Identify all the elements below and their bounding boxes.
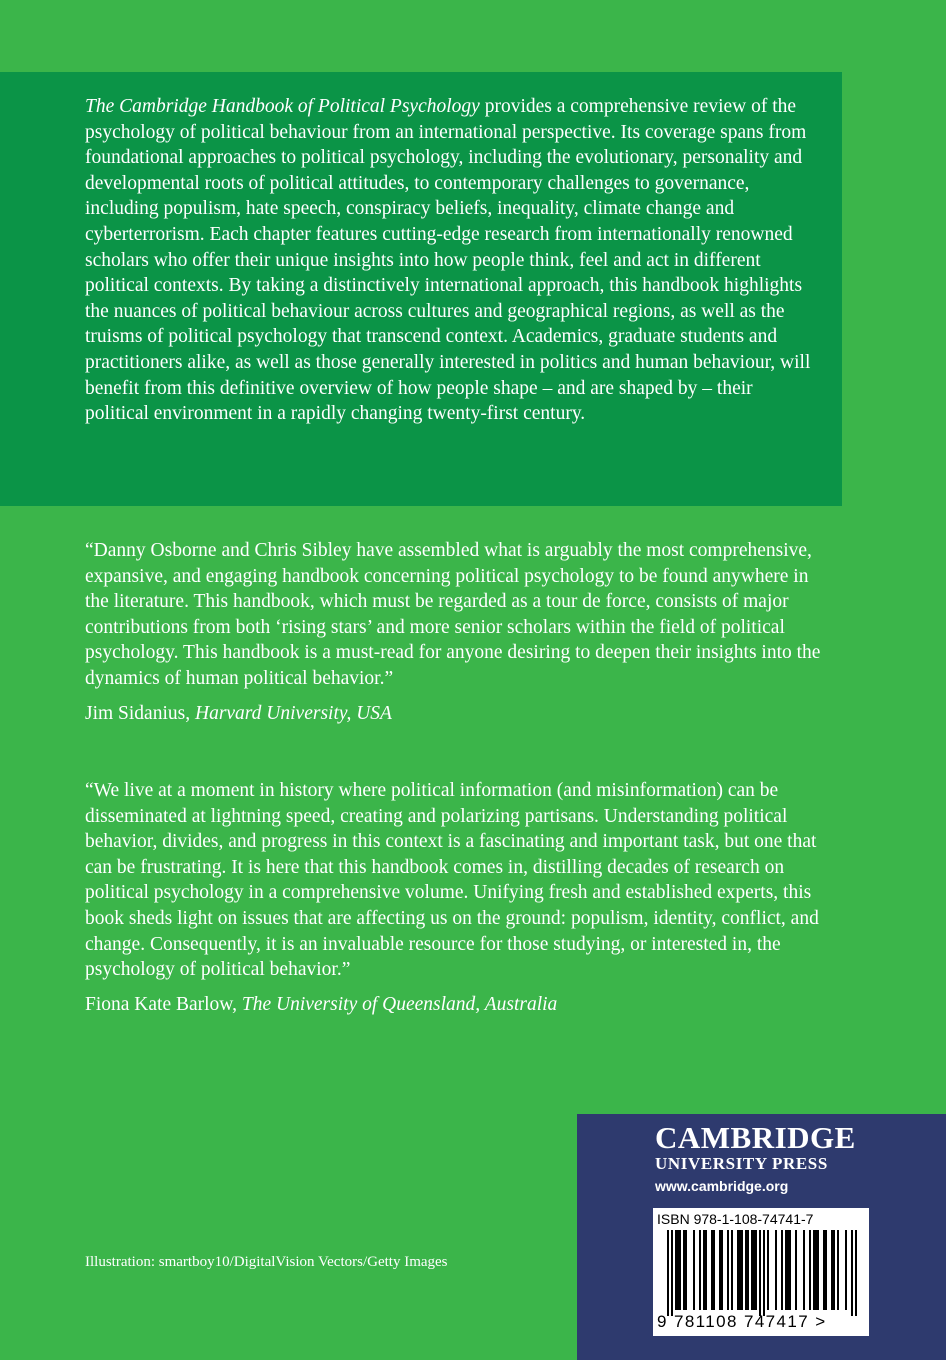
barcode-bar (703, 1230, 705, 1310)
barcode-bar (825, 1230, 827, 1310)
endorsement-quote: “Danny Osborne and Chris Sibley have assembled what is arguably the most comprehensive, expansive, and engaging handbook concerning political psychology to be found anywhere in the literature. This handbook, which must be regarded as a tour de force, consists of major contributions from both ‘rising stars’ and more senior scholars within the field of political psychology. This handbook is a must-read for anyone desiring to deepen their insights into the dynamics of human political behavior.” (85, 540, 821, 689)
barcode-bar (705, 1230, 707, 1310)
barcode-bar (753, 1230, 755, 1310)
barcode-bar (677, 1230, 679, 1310)
barcode-bar (809, 1230, 811, 1310)
barcode-bar (851, 1230, 853, 1316)
blurb-body: provides a comprehensive review of the psychology of political behaviour from an international perspective. Its coverage spans from foundational approaches to political psychology, including the evolutionary, personality and developmental roots of political attitudes, to contemporary challenges to governance, including populism, hate speech, conspiracy beliefs, inequality, climate change and cyberterrorism. Each chapter features cutting-edge research from internationally renowned scholars who offer their unique insights into how people think, feel and act in different political contexts. By taking a distinctively international approach, this handbook highlights the nuances of political behaviour across cultures and geographical regions, as well as the truisms of political psychology that transcend context. Academics, graduate students and practitioners alike, as well as those generally interested in politics and human behaviour, will benefit from this definitive overview of how people shape – and are shaped by – their political environment in a rapidly changing twenty-first century. (85, 96, 811, 425)
endorser-affiliation: The University of Queensland, Australia (241, 993, 558, 1015)
barcode-bar (699, 1230, 701, 1310)
barcode-bar (775, 1230, 777, 1310)
barcode-bar (823, 1230, 825, 1310)
barcode-bar (693, 1230, 695, 1310)
barcode-bar (711, 1230, 713, 1310)
barcode-bar (737, 1230, 739, 1310)
publisher-panel (577, 1114, 946, 1360)
endorsement-2 (85, 778, 835, 1017)
endorsement-attribution (85, 992, 835, 1018)
book-title: The Cambridge Handbook of Political Psychology (85, 96, 480, 117)
barcode-bar (759, 1230, 761, 1316)
barcode-bar (767, 1230, 769, 1310)
barcode-bar (833, 1230, 835, 1310)
isbn-label: ISBN 978-1-108-74741-7 (657, 1211, 814, 1227)
endorser-name: Jim Sidanius, (85, 702, 195, 724)
barcode-bar (751, 1230, 753, 1310)
barcode-bar (845, 1230, 847, 1310)
barcode-bar (781, 1230, 783, 1310)
barcode-bar (763, 1230, 765, 1316)
barcode-bar (675, 1230, 677, 1310)
endorser-affiliation: Harvard University, USA (194, 702, 392, 724)
barcode-bar (837, 1230, 839, 1310)
barcode-bar (785, 1230, 787, 1310)
publisher-logo-subname: UNIVERSITY PRESS (655, 1154, 828, 1173)
barcode-bar (713, 1230, 715, 1310)
illustration-credit: Illustration: smartboy10/DigitalVision Vectors/Getty Images (85, 1254, 448, 1270)
endorser-name: Fiona Kate Barlow, (85, 993, 242, 1015)
publisher-logo-name: CAMBRIDGE (655, 1120, 856, 1155)
endorsement-attribution (85, 701, 835, 727)
endorsement-quote: “We live at a moment in history where political information (and misinformation) can be disseminated at lightning speed, creating and polarizing partisans. Understanding political behavior, divides, and progress in this context is a fascinating and important task, but one that can be frustrating. It is here that this handbook comes in, distilling decades of research on political psychology in a comprehensive volume. Unifying fresh and established experts, this book sheds light on issues that are affecting us on the ground: populism, identity, conflict, and change. Consequently, it is an invaluable resource for those studying, or interested in, the psychology of political behavior.” (85, 780, 819, 981)
barcode-bar (787, 1230, 789, 1310)
publisher-url[interactable]: www.cambridge.org (655, 1178, 789, 1194)
barcode-bar (745, 1230, 747, 1310)
barcode-bar (667, 1230, 669, 1316)
barcode-bar (795, 1230, 797, 1310)
barcode-bar (803, 1230, 805, 1310)
barcode-bar (739, 1230, 741, 1310)
barcode-bar (683, 1230, 685, 1310)
barcode-bar (747, 1230, 749, 1310)
barcode-bar (813, 1230, 815, 1310)
barcode-digits: 9 781108 747417 > (657, 1312, 827, 1331)
blurb-paragraph (85, 94, 820, 427)
barcode-bar (855, 1230, 857, 1316)
barcode-bar (755, 1230, 757, 1310)
barcode-bar (815, 1230, 817, 1310)
barcode-panel (653, 1208, 869, 1336)
barcode-bar (741, 1230, 743, 1310)
barcode-bar (719, 1230, 721, 1310)
barcode-bar (679, 1230, 681, 1310)
barcode-bar (671, 1230, 673, 1316)
barcode-bar (831, 1230, 833, 1310)
barcode-bar (731, 1230, 733, 1310)
barcode-bar (817, 1230, 819, 1310)
barcode-bar (727, 1230, 729, 1310)
barcode-bar (789, 1230, 791, 1310)
endorsement-1 (85, 538, 835, 726)
barcode-bar (721, 1230, 723, 1310)
barcode-bar (685, 1230, 687, 1310)
